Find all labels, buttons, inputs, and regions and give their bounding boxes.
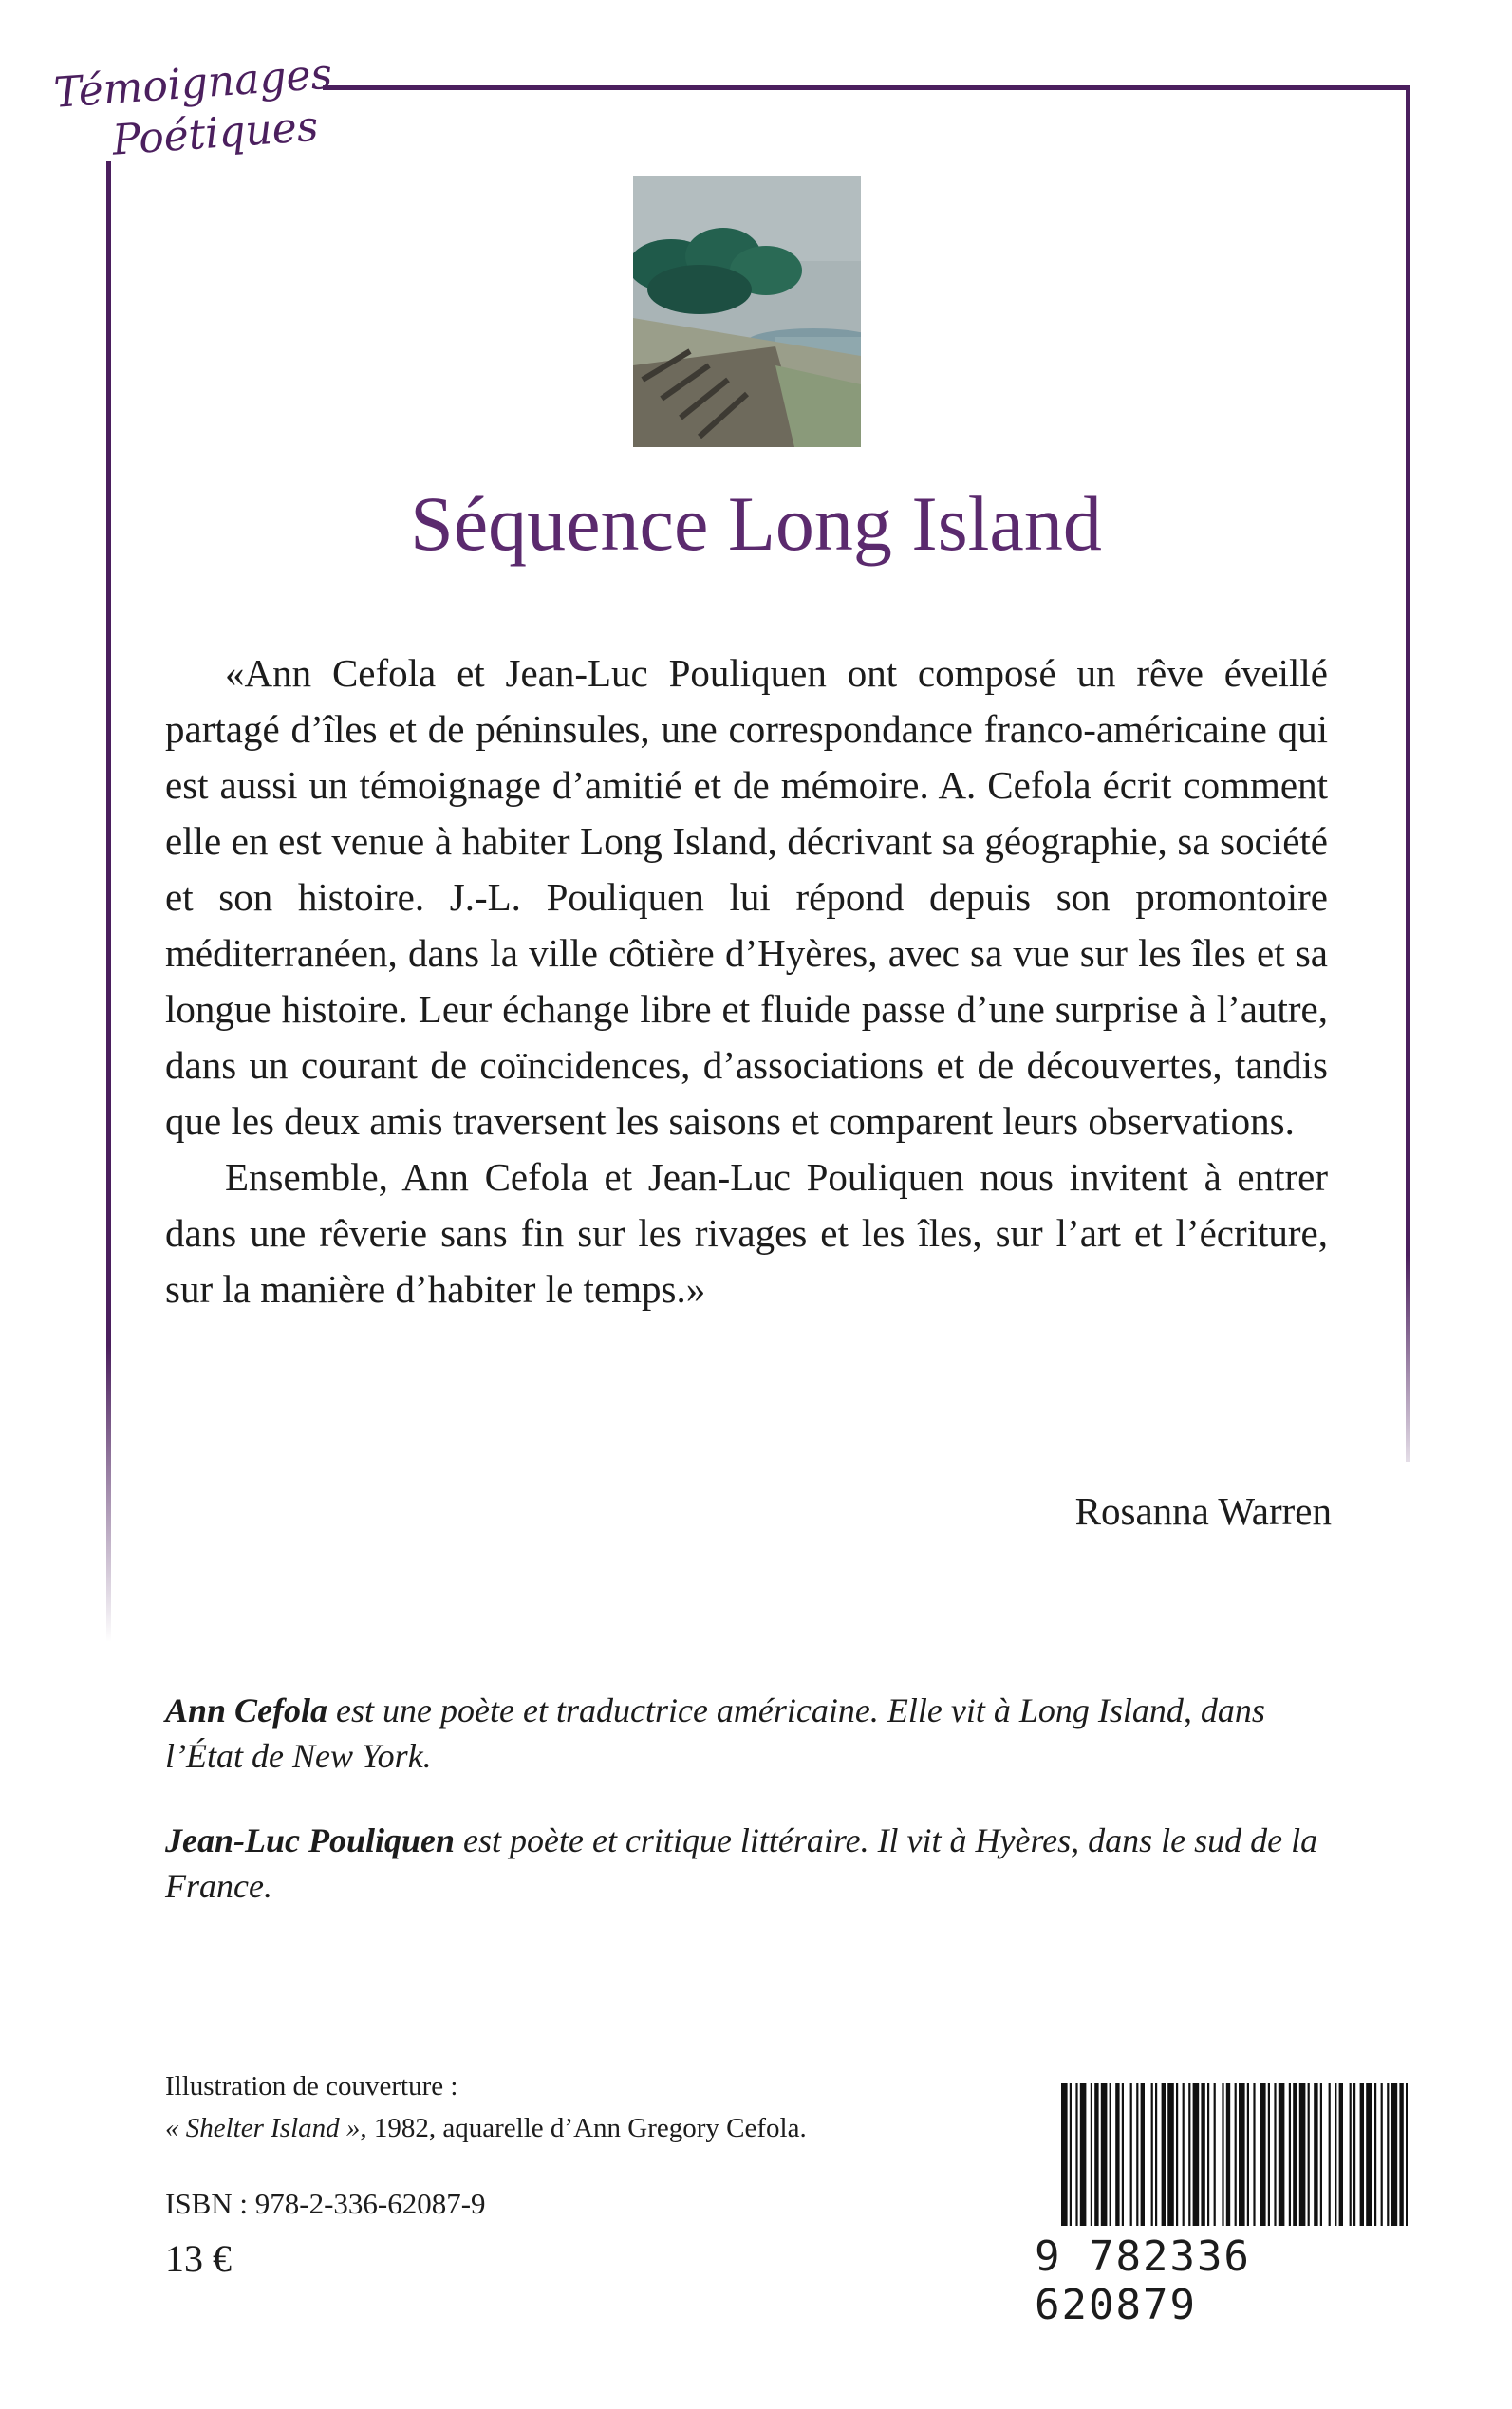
barcode-bar: [1110, 2083, 1111, 2226]
frame-right-border: [1406, 85, 1410, 1462]
barcode-bar: [1329, 2083, 1331, 2226]
series-line-2: Poétiques: [110, 102, 320, 165]
back-cover-blurb: [165, 645, 1328, 1317]
barcode-bar: [1151, 2083, 1153, 2226]
blurb-paragraph-2: Ensemble, Ann Cefola et Jean-Luc Pouliquen nous invitent à entrer dans une rêverie sans fin sur les rivages et les îles, sur l’art et l’écriture, sur la manière d’habiter le temps.»: [165, 1155, 1328, 1311]
barcode-bar: [1299, 2083, 1306, 2226]
barcode-bar: [1207, 2083, 1209, 2226]
barcode-bar: [1226, 2083, 1230, 2226]
frame-top-border: [323, 85, 1410, 90]
barcode-bar: [1222, 2083, 1223, 2226]
series-line-1: Témoignages: [52, 49, 334, 118]
barcode-bar: [1080, 2083, 1087, 2226]
barcode-bar: [1136, 2083, 1138, 2226]
barcode-bar: [1235, 2083, 1237, 2226]
cover-illustration: [633, 176, 861, 447]
barcode-bar: [1162, 2083, 1166, 2226]
barcode-bar: [1366, 2083, 1372, 2226]
barcode-bar: [1406, 2083, 1408, 2226]
barcode-bar: [1399, 2083, 1403, 2226]
barcode-bar: [1115, 2083, 1119, 2226]
author-bio-text-1: est une poète et traductrice américaine. Elle vit à Long Island, dans l’État de New York.: [165, 1691, 1265, 1775]
blurb-paragraph-1: «Ann Cefola et Jean-Luc Pouliquen ont composé un rêve éveillé partagé d’îles et de péninsules, une correspondance franco-américaine qui est aussi un témoignage d’amitié et de mémoire. A. Cefola écrit comment elle en est venue à habiter Long Island, décrivant sa géographie, sa société et son histoire. J.-L. Pouliquen lui répond depuis son promontoire méditerranéen, dans la ville côtière d’Hyères, avec sa vue sur les îles et sa longue histoire. Leur échange libre et fluide passe d’une surprise à l’autre, dans un courant de coïncidences, d’associations et de découvertes, tandis que les deux amis traversent les saisons et comparent leurs observations.: [165, 651, 1328, 1143]
barcode-bar: [1214, 2083, 1216, 2226]
barcode-bar: [1155, 2083, 1157, 2226]
author-name-1: Ann Cefola: [165, 1691, 328, 1729]
credits-work-details: , 1982, aquarelle d’Ann Gregory Cefola.: [360, 2113, 807, 2143]
barcode-bar: [1350, 2083, 1352, 2226]
barcode-bar: [1176, 2083, 1178, 2226]
price: 13 €: [165, 2237, 232, 2280]
series-name: [52, 49, 338, 171]
barcode-bar: [1253, 2083, 1255, 2226]
illustration-credits: [165, 2065, 807, 2149]
book-title: Séquence Long Island: [410, 480, 1102, 567]
barcode-bar: [1360, 2083, 1364, 2226]
barcode-bar: [1279, 2083, 1285, 2226]
barcode-bar: [1320, 2083, 1322, 2226]
barcode-bar: [1260, 2083, 1266, 2226]
credits-work-title: « Shelter Island »: [165, 2113, 361, 2143]
author-bio-2: [165, 1818, 1328, 1909]
barcode-bar: [1167, 2083, 1174, 2226]
barcode-bar: [1335, 2083, 1336, 2226]
barcode-bar: [1289, 2083, 1291, 2226]
author-bio-text-2: est poète et critique littéraire. Il vit à Hyères, dans le sud de la France.: [165, 1821, 1318, 1905]
barcode-bar: [1239, 2083, 1245, 2226]
barcode-bar: [1094, 2083, 1098, 2226]
barcode-bar: [1070, 2083, 1072, 2226]
barcode-bar: [1091, 2083, 1092, 2226]
barcode-bar: [1247, 2083, 1249, 2226]
barcode-digits: 9 782336 620879: [1035, 2232, 1251, 2329]
barcode-bar: [1268, 2083, 1270, 2226]
barcode-bar: [1101, 2083, 1108, 2226]
barcode-bar: [1387, 2083, 1389, 2226]
barcode-bar: [1183, 2083, 1185, 2226]
author-name-2: Jean-Luc Pouliquen: [165, 1821, 456, 1859]
barcode-bar: [1122, 2083, 1124, 2226]
barcode-bar: [1293, 2083, 1297, 2226]
barcode-bar: [1061, 2083, 1068, 2226]
credits-label: Illustration de couverture :: [165, 2071, 458, 2101]
barcode-bar: [1381, 2083, 1383, 2226]
barcode-bar: [1201, 2083, 1204, 2226]
quote-author: Rosanna Warren: [1074, 1489, 1332, 1533]
barcode-bar: [1193, 2083, 1200, 2226]
barcode-bar: [1308, 2083, 1310, 2226]
barcode-bar: [1141, 2083, 1145, 2226]
author-bio-1: [165, 1688, 1328, 1779]
barcode-bar: [1075, 2083, 1077, 2226]
barcode-bar: [1339, 2083, 1343, 2226]
isbn: ISBN : 978-2-336-62087-9: [165, 2187, 486, 2220]
barcode-bar: [1130, 2083, 1132, 2226]
barcode-bar: [1188, 2083, 1190, 2226]
barcode-bar: [1353, 2083, 1355, 2226]
frame-left-border: [106, 161, 111, 1642]
barcode-bar: [1374, 2083, 1376, 2226]
barcode-bar: [1314, 2083, 1317, 2226]
barcode-bar: [1391, 2083, 1398, 2226]
barcode-bar: [1274, 2083, 1276, 2226]
